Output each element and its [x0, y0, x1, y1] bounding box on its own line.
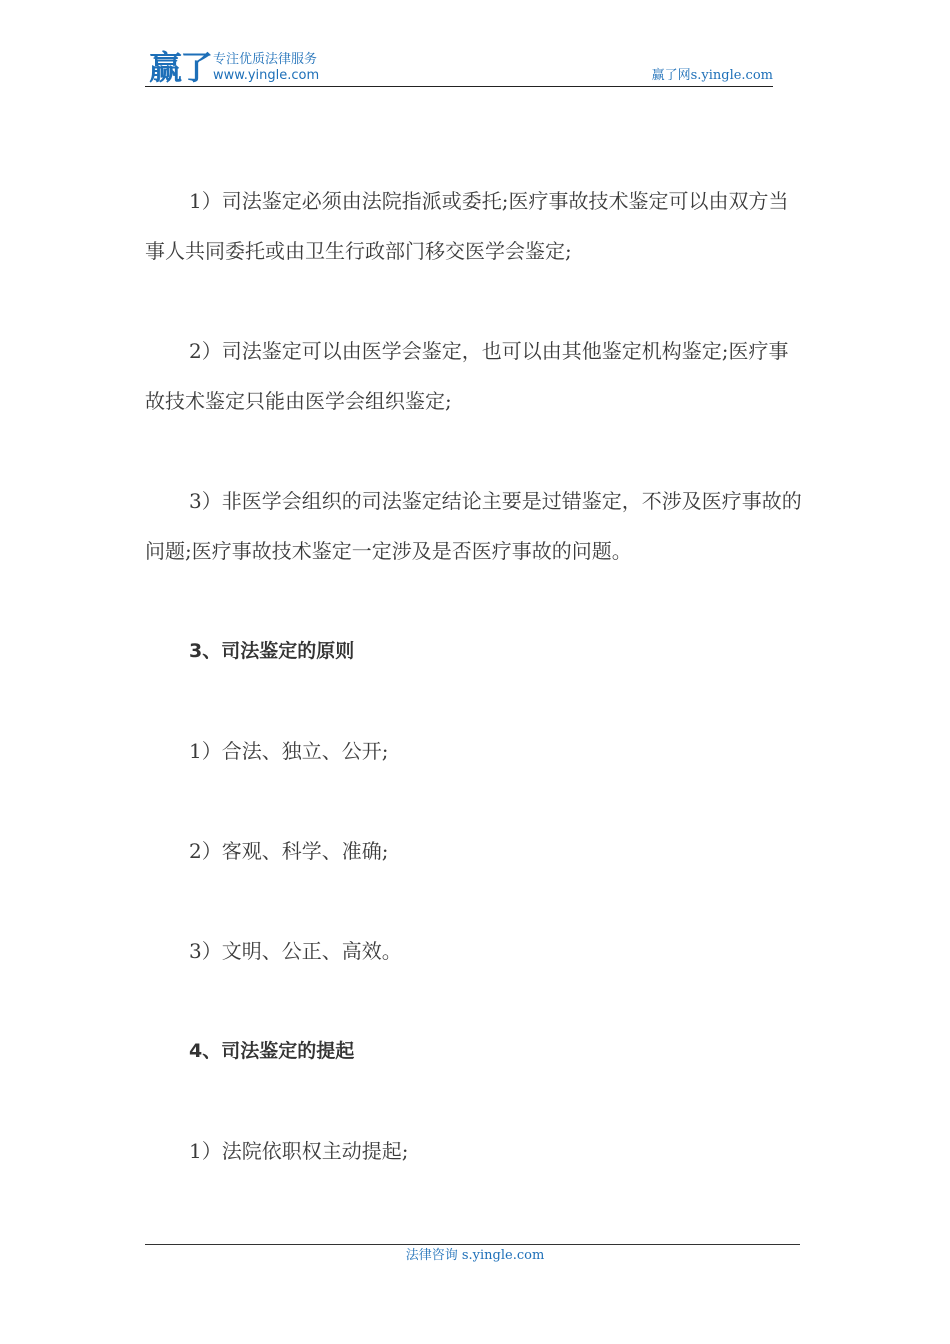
initiation-item-1: 1）法院依职权主动提起; — [189, 1139, 409, 1163]
principle-item-2: 2）客观、科学、准确; — [189, 839, 389, 863]
footer-divider — [145, 1244, 800, 1245]
principle-item-1: 1）合法、独立、公开; — [189, 739, 389, 763]
header-divider — [145, 86, 773, 87]
footer-consult-link[interactable]: 法律咨询 s.yingle.com — [405, 1248, 545, 1263]
logo-slogan: 专注优质法律服务 — [213, 52, 318, 67]
paragraph-item-1: 1）司法鉴定必须由法院指派或委托;医疗事故技术鉴定可以由双方当事人共同委托或由卫生行政部门移交医学会鉴定; — [145, 189, 789, 263]
logo-url: www.yingle.com — [213, 68, 320, 83]
page-header — [145, 48, 773, 88]
section-heading-initiation: 4、司法鉴定的提起 — [189, 1040, 355, 1062]
document-body — [145, 176, 805, 1176]
principle-item-3: 3）文明、公正、高效。 — [189, 939, 402, 963]
yingle-logo[interactable]: 赢了 — [149, 48, 211, 87]
paragraph-item-3: 3）非医学会组织的司法鉴定结论主要是过错鉴定，不涉及医疗事故的问题;医疗事故技术鉴定一定涉及是否医疗事故的问题。 — [145, 489, 802, 563]
header-site-link[interactable]: 赢了网s.yingle.com — [651, 68, 773, 83]
section-heading-principles: 3、司法鉴定的原则 — [189, 640, 355, 662]
paragraph-item-2: 2）司法鉴定可以由医学会鉴定，也可以由其他鉴定机构鉴定;医疗事故技术鉴定只能由医学会组织鉴定; — [145, 339, 789, 413]
